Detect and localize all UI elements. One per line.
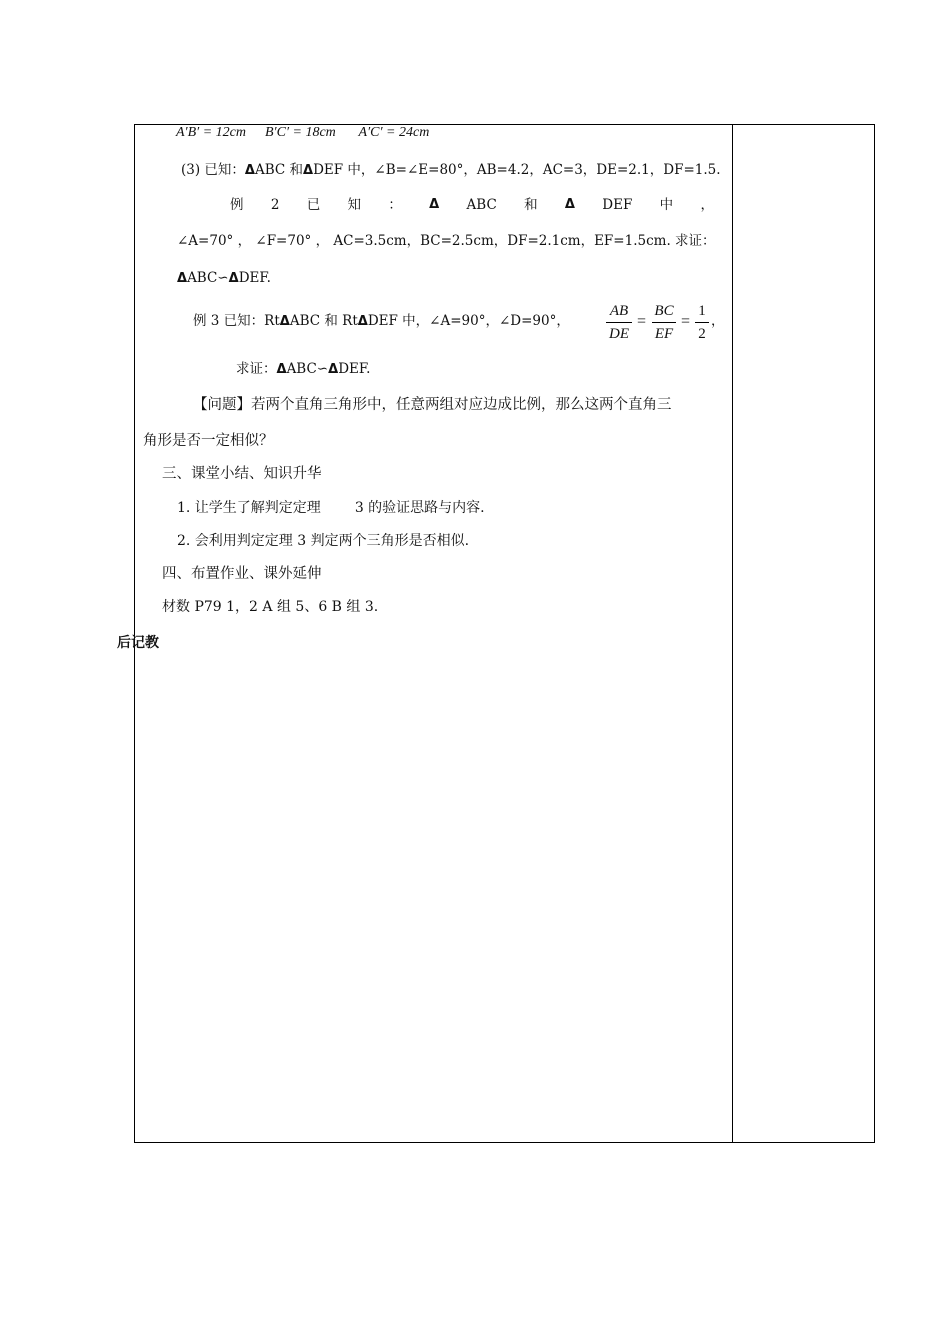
- fraction-ab-de: [606, 301, 632, 344]
- example-2-word: 已: [306, 197, 321, 213]
- length-ab: A′B′ = 12cm: [176, 125, 246, 140]
- prove-text-2: DEF.: [238, 270, 271, 286]
- summary-item-1: [177, 499, 485, 517]
- length-ac: A′C′ = 24cm: [358, 125, 430, 140]
- question-paragraph-line-1: 【问题】若两个直角三角形中，任意两组对应边成比例，那么这两个直角三: [193, 397, 672, 413]
- equals-sign: =: [637, 313, 647, 330]
- example-3-line: [193, 312, 570, 331]
- example-3-prove: [236, 360, 370, 379]
- fraction-bar: [606, 322, 632, 323]
- exercise-3-label: (3) 已知：: [181, 162, 245, 178]
- example-3-text-2: ABC 和 Rt: [289, 313, 358, 329]
- fraction-denominator: EF: [654, 326, 674, 342]
- summary-item-1-text-2: 3 的验证思路与内容.: [354, 500, 485, 516]
- example-2-word: DEF: [602, 197, 633, 213]
- fraction-numerator: BC: [654, 303, 674, 319]
- triangle-symbol: Δ: [564, 197, 575, 212]
- triangle-symbol: Δ: [276, 362, 287, 377]
- prove-label: 求证：: [236, 361, 277, 377]
- example-2-prove: [177, 269, 271, 288]
- example-3-text-1: 例 3 已知：Rt: [193, 313, 280, 329]
- example-2-word: ABC: [466, 197, 497, 213]
- example-2-word: ：: [388, 197, 402, 213]
- table-column-divider: [732, 124, 733, 1143]
- triangle-symbol: Δ: [429, 197, 440, 212]
- example-2-word: 2: [270, 197, 280, 213]
- fraction-numerator: AB: [609, 303, 629, 319]
- triangle-symbol: Δ: [279, 314, 290, 329]
- example-2-word: 知: [347, 197, 362, 213]
- prove-text-2: DEF.: [338, 361, 371, 377]
- section-homework-heading: 四、布置作业、课外延伸: [162, 566, 322, 582]
- triangle-symbol: Δ: [228, 271, 239, 286]
- summary-item-2: 2. 会利用判定定理 3 判定两个三角形是否相似.: [177, 533, 470, 549]
- question-paragraph-line-2: 角形是否一定相似？: [143, 433, 274, 449]
- fraction-denominator: DE: [609, 326, 629, 342]
- triangle-symbol: Δ: [328, 362, 339, 377]
- example-2-line: [230, 196, 714, 214]
- triangle-symbol: Δ: [244, 163, 255, 178]
- example-3-text-3: DEF 中，∠A=90°，∠D=90°，: [367, 313, 570, 329]
- summary-item-1-text-1: 1. 让学生了解判定定理: [177, 500, 321, 516]
- fraction-one-half: [695, 301, 709, 344]
- example-2-word: ，: [700, 197, 714, 213]
- example-2-conditions: ∠A=70° ， ∠F=70° ， AC=3.5cm，BC=2.5cm，DF=2.1cm，EF=1.5cm. 求证：: [177, 233, 716, 249]
- fraction-denominator: 2: [698, 326, 706, 342]
- exercise-3-text-1: ABC 和: [254, 162, 304, 178]
- fraction-bc-ef: [652, 301, 676, 344]
- triangle-symbol: Δ: [177, 271, 188, 286]
- exercise-3-text-2: DEF 中，∠B=∠E=80°，AB=4.2，AC=3，DE=2.1，DF=1.5.: [313, 162, 721, 178]
- triangle-symbol: Δ: [357, 314, 368, 329]
- triangle-symbol: Δ: [303, 163, 314, 178]
- postscript-label: 后记教: [117, 635, 159, 651]
- example-2-word: 和: [524, 197, 538, 213]
- section-summary-heading: 三、课堂小结、知识升华: [162, 466, 322, 482]
- example-2-word: 中: [659, 197, 674, 213]
- homework-assignment: 材数 P79 1，2 A 组 5、6 B 组 3.: [162, 599, 379, 615]
- fraction-bar: [695, 322, 709, 323]
- exercise-3-line: [181, 161, 721, 180]
- example-2-word: 例: [230, 197, 244, 213]
- prove-text-1: ABC∽: [286, 361, 329, 377]
- length-bc: B′C′ = 18cm: [265, 125, 336, 140]
- example-3-comma: ，: [711, 313, 725, 329]
- given-lengths-line: [176, 124, 429, 142]
- fraction-bar: [652, 322, 676, 323]
- prove-text-1: ABC∽: [187, 270, 229, 286]
- equals-sign: =: [681, 313, 691, 330]
- fraction-numerator: 1: [698, 303, 706, 319]
